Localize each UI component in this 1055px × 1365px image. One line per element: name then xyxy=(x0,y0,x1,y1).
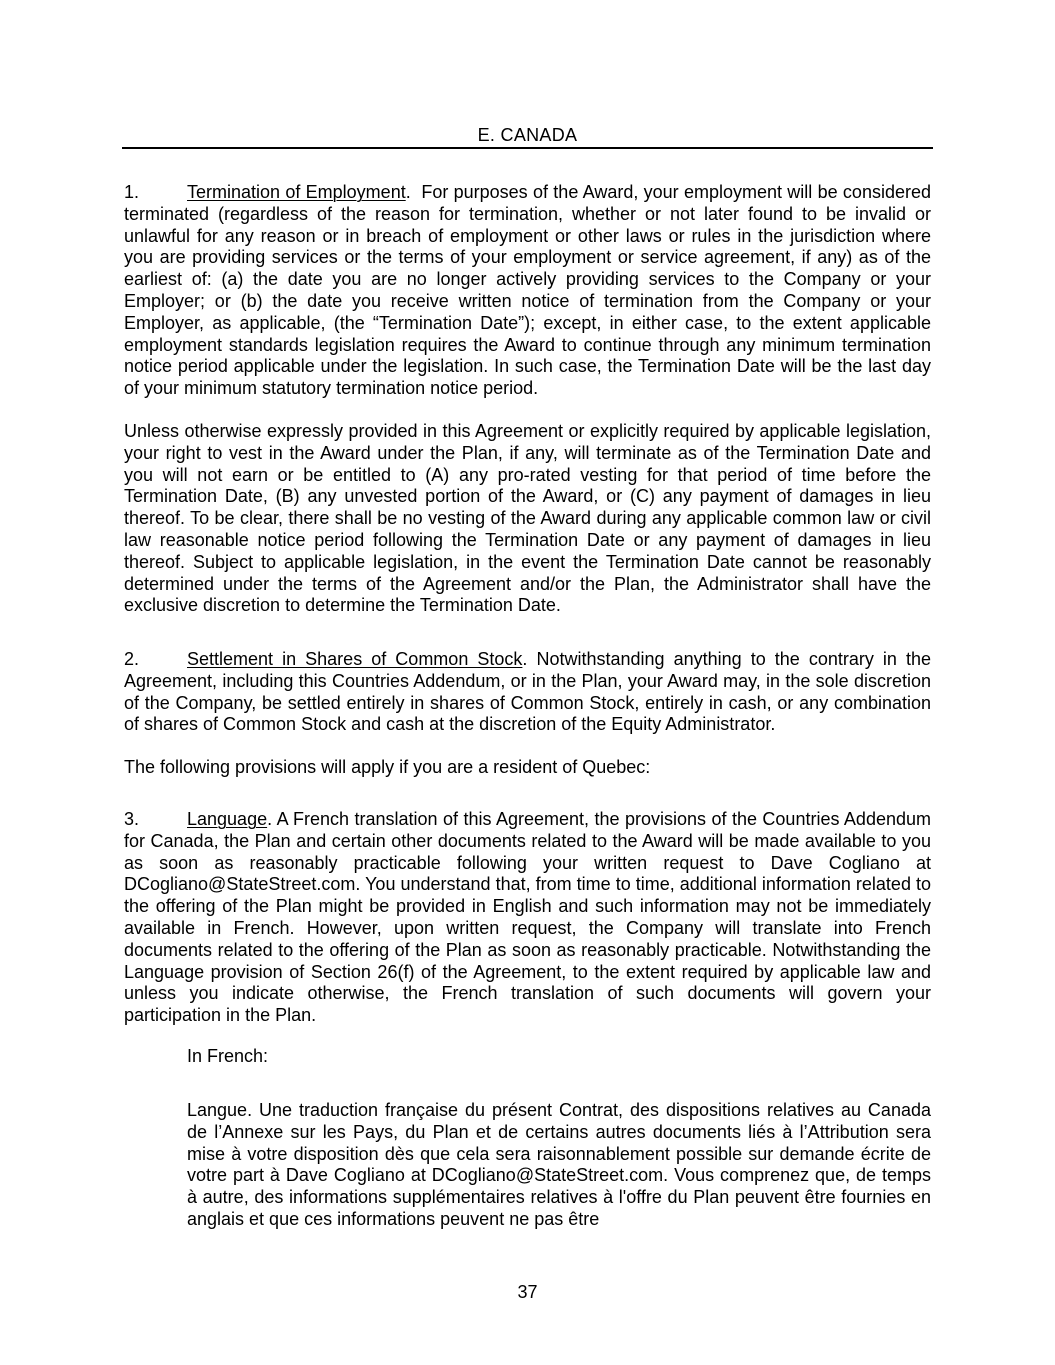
page-number: 37 xyxy=(517,1282,538,1302)
quebec-note: The following provisions will apply if you are a resident of Quebec: xyxy=(124,757,651,777)
section-2-text: Notwithstanding anything to the contrary in the Agreement, including this Countries Addendum, or in the Plan, your Award may, in the sole discretion of the Company, be settled entirely in shares of Common Stock, entirely in cash, or any combination of shares of Common Stock and cash at the discretion of the Equity Administrator. xyxy=(124,649,931,735)
french-heading-punct: . xyxy=(247,1100,260,1120)
french-text: Une traduction française du présent Contrat, des dispositions relatives au Canada de l’Annexe sur les Pays, du Plan et de certains autres documents liés à l’Attribution sera mise à votre disposition dès que cela sera raisonnablement possible sur demande écrite de votre part à Dave Cogliano at DCogliano@StateStreet.com. Vous comprenez que, de temps à autre, des informations supplémentaires relatives à l'offre du Plan peuvent être fournies en anglais et que ces informations peuvent ne pas être xyxy=(187,1100,931,1229)
section-2-paragraph xyxy=(124,649,931,736)
section-title: E. CANADA xyxy=(477,125,578,145)
section-1-text: For purposes of the Award, your employment will be considered terminated (regardless of the reason for termination, whether or not later found to be invalid or unlawful for any reason or in breach of employment or other laws or rules in the jurisdiction where you are providing services or the terms of your employment or service agreement, if any) as of the earliest of: (a) the date you are no longer actively providing services to the Company or your Employer; or (b) the date you receive written notice of termination from the Company or your Employer, as applicable, (the “Termination Date”); except, in either case, to the extent applicable employment standards legislation requires the Award to continue through any minimum termination notice period applicable under the legislation. In such case, the Termination Date will be the last day of your minimum statutory termination notice period. xyxy=(124,182,931,399)
in-french-label: In French: xyxy=(187,1046,269,1066)
section-1-paragraph xyxy=(124,182,931,400)
section-2-heading-punct: . xyxy=(522,649,537,669)
section-3-heading-punct: . xyxy=(267,809,277,829)
french-paragraph xyxy=(187,1100,931,1231)
section-1-number: 1. xyxy=(124,182,140,202)
title-underline-rule xyxy=(122,147,933,149)
section-3-text: A French translation of this Agreement, the provisions of the Countries Addendum for Canada, the Plan and certain other documents related to the Award will be made available to you as soon as reasonably practicable following your written request to Dave Cogliano at DCogliano@StateStreet.com. You understand that, from time to time, additional information related to the offering of the Plan might be provided in English and such information may not be immediately available in French. However, upon written request, the Company will translate into French documents related to the offering of the Plan as soon as reasonably practicable. Notwithstanding the Language provision of Section 26(f) of the Agreement, to the extent required by applicable law and unless you indicate otherwise, the French translation of such documents will govern your participation in the Plan. xyxy=(124,809,931,1026)
section-3-paragraph xyxy=(124,809,931,1027)
section-2-number: 2. xyxy=(124,649,140,669)
french-heading: Langue xyxy=(187,1100,248,1120)
section-3-heading: Language xyxy=(187,809,268,829)
section-1-heading: Termination of Employment xyxy=(187,182,406,202)
section-2-heading: Settlement in Shares of Common Stock xyxy=(187,649,523,669)
section-1-paragraph-2: Unless otherwise expressly provided in this Agreement or explicitly required by applicable legislation, your right to vest in the Award under the Plan, if any, will terminate as of the Termination Date and you will not earn or be entitled to (A) any pro-rated vesting for that period of time before the Termination Date, (B) any unvested portion of the Award, or (C) any payment of damages in lieu thereof. To be clear, there shall be no vesting of the Award during any applicable common law or civil law reasonable notice period following the Termination Date or any payment of damages in lieu thereof. Subject to applicable legislation, in the event the Termination Date cannot be reasonably determined under the terms of the Agreement and/or the Plan, the Administrator shall have the exclusive discretion to determine the Termination Date. xyxy=(124,421,931,616)
section-3-number: 3. xyxy=(124,809,140,829)
section-1-heading-punct: . xyxy=(405,182,422,202)
